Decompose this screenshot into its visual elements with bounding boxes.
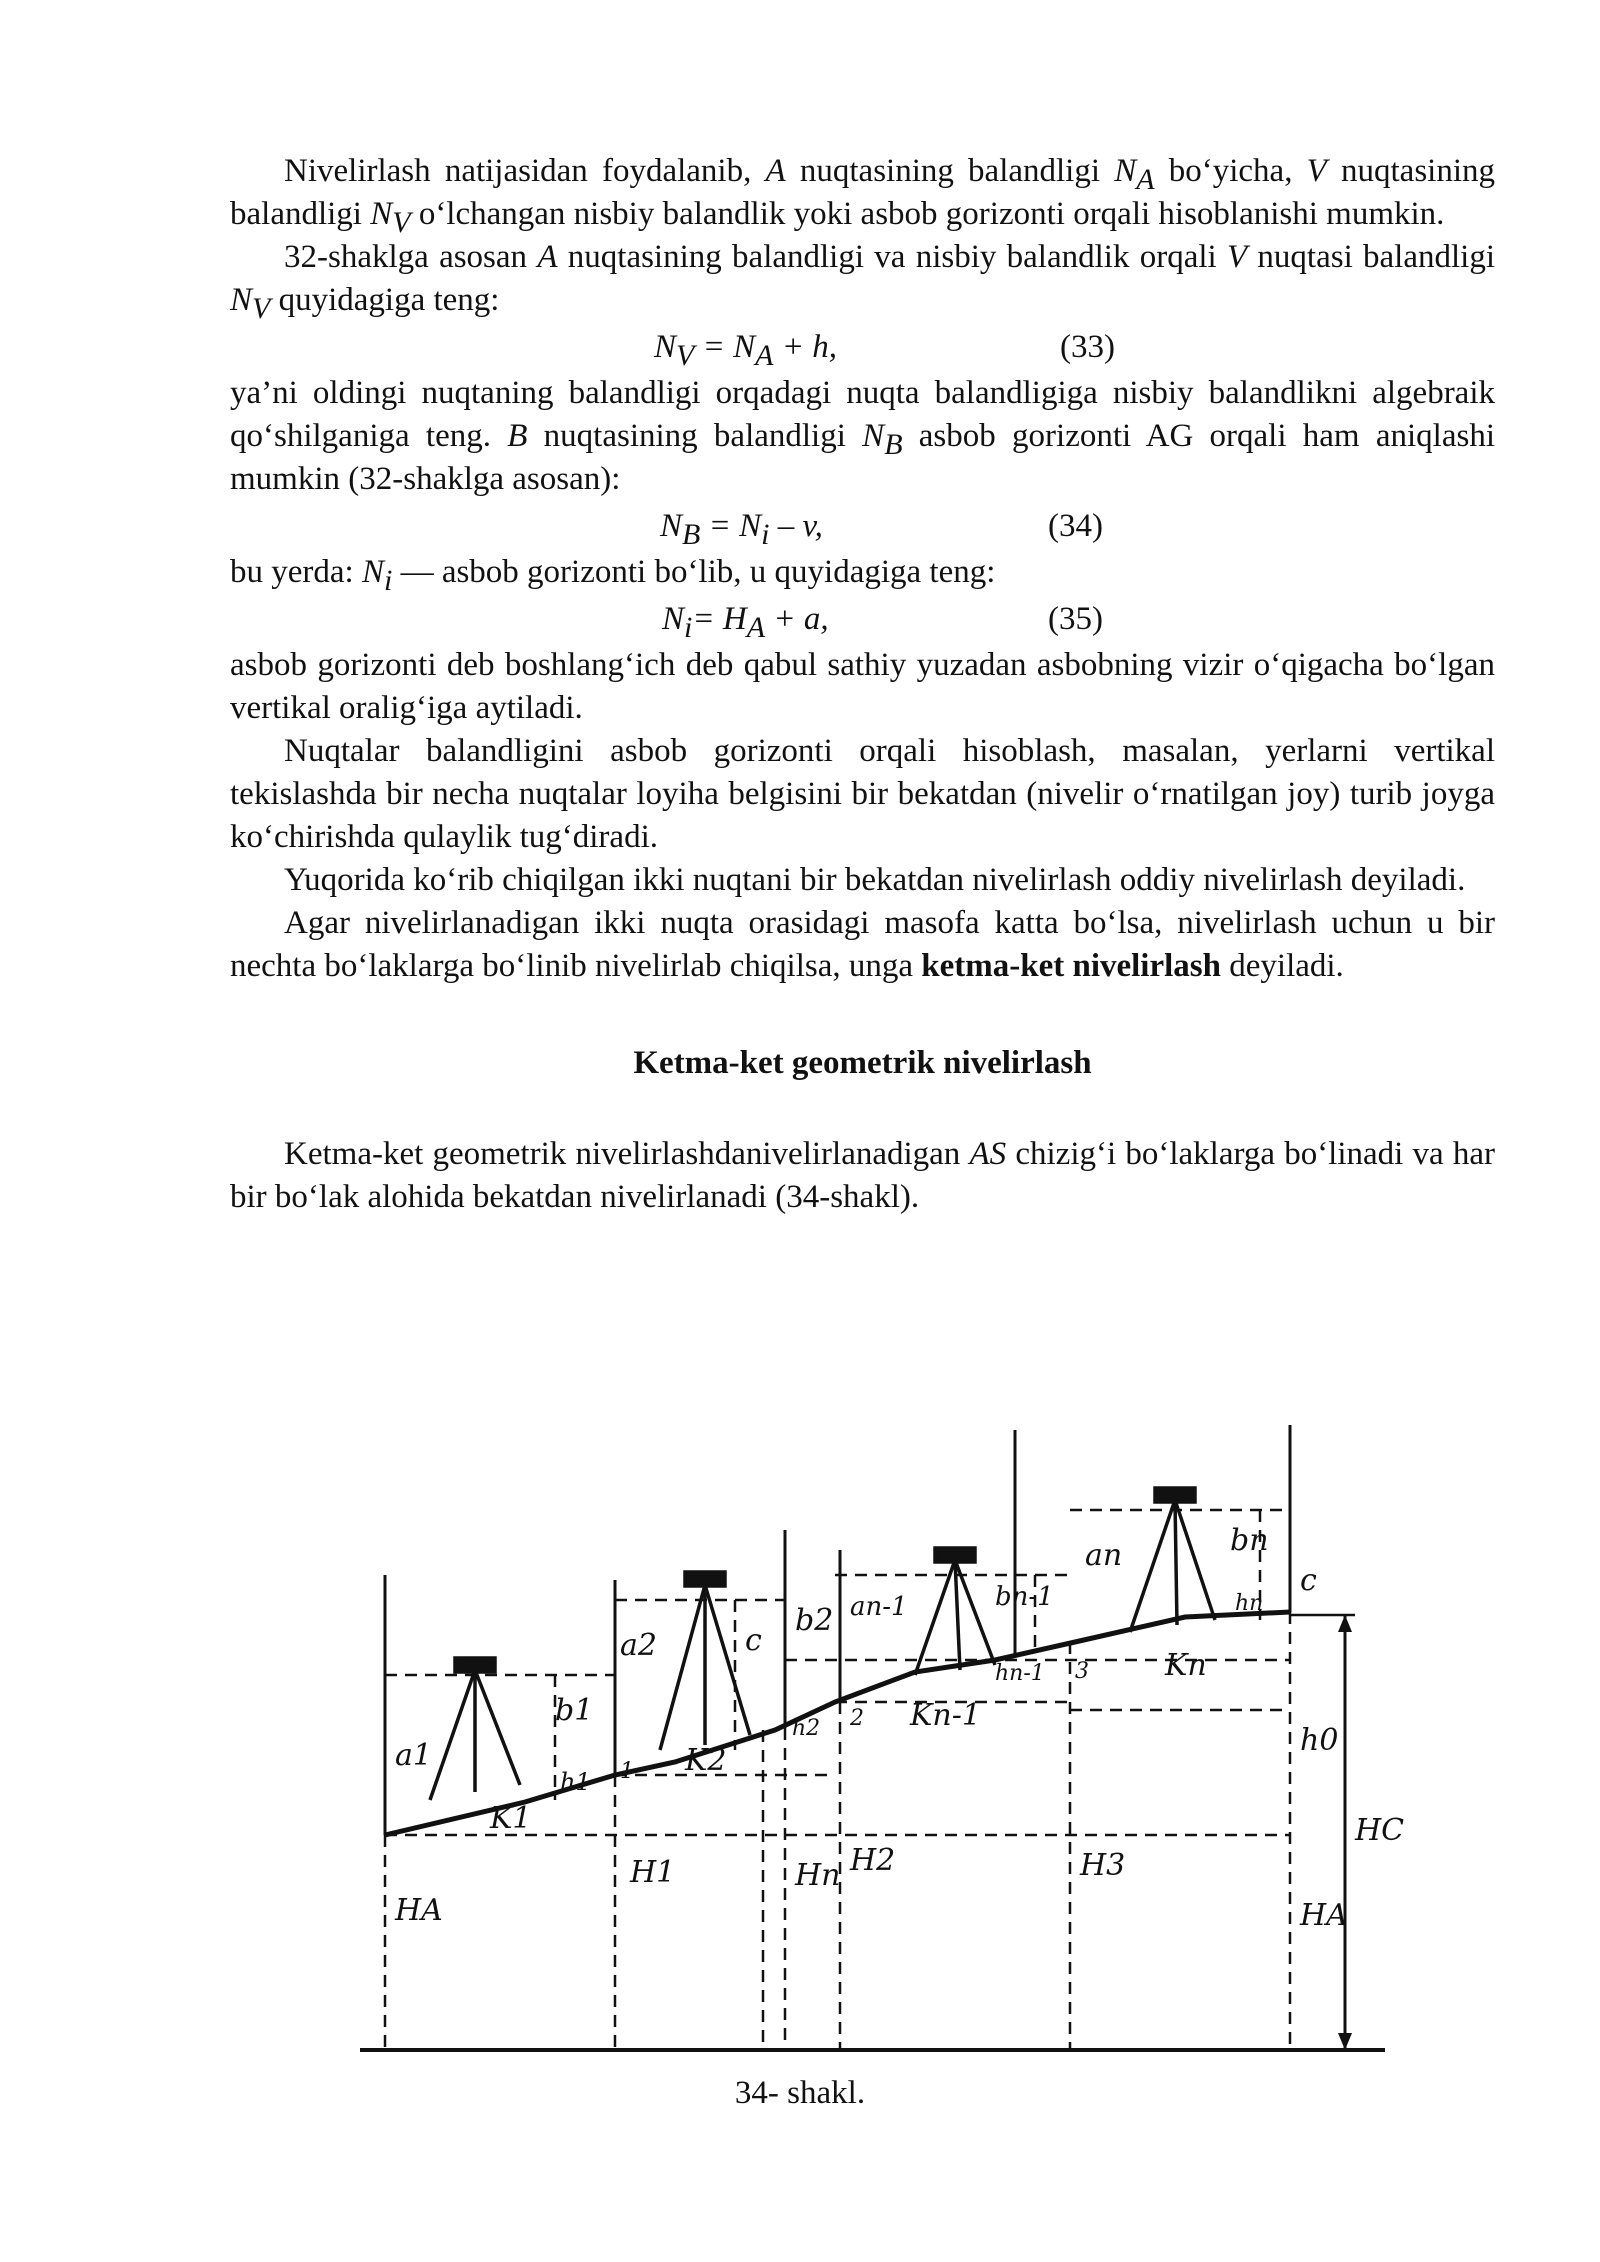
equation-number: (35) <box>1048 601 1103 637</box>
label-c-end: c <box>1300 1563 1317 1598</box>
label-h2: h2 <box>792 1716 821 1741</box>
label-bn-1: bn-1 <box>995 1582 1054 1612</box>
label-K1: K1 <box>490 1801 532 1836</box>
figure-caption: 34- shakl. <box>734 2075 866 2111</box>
paragraph-2: 32-shaklga asosan A nuqtasining balandligi va nisbiy balandlik orqali V nuqtasi balandligi NV quyidagiga teng: <box>230 239 1495 325</box>
label-c-mid: c <box>745 1623 762 1658</box>
label-hn-1: hn-1 <box>995 1661 1045 1686</box>
label-an: an <box>1085 1538 1123 1573</box>
paragraph-5: asbob gorizonti deb boshlang‘ich deb qabul sathiy yuzadan asbobning vizir o‘qigacha bo‘lgan vertikal oralig‘iga aytiladi. <box>230 647 1495 726</box>
equation-34: NB = Ni – v, (34) <box>230 501 1495 551</box>
label-H2: H2 <box>850 1843 896 1878</box>
label-Hn: Hn <box>795 1858 841 1893</box>
label-hn: hn <box>1235 1591 1264 1616</box>
equation-number: (34) <box>1048 508 1103 544</box>
document-page <box>230 150 1495 1219</box>
paragraph-1: Nivelirlash natijasidan foydalanib, A nuqtasining balandligi NA bo‘yicha, V nuqtasining balandligi NV o‘lchangan nisbiy balandlik yoki asbob gorizonti orqali hisoblanishi mumkin. <box>230 153 1495 239</box>
section-title: Ketma-ket geometrik nivelirlash <box>633 1045 1092 1081</box>
label-HC: HC <box>1355 1813 1405 1848</box>
label-b2: b2 <box>795 1603 834 1638</box>
label-b1: b1 <box>555 1693 594 1728</box>
label-HA-right: HA <box>1300 1898 1348 1933</box>
label-bn: bn <box>1230 1523 1269 1558</box>
label-point-3: 3 <box>1075 1659 1089 1684</box>
paragraph-7: Yuqorida ko‘rib chiqilgan ikki nuqtani bir bekatdan nivelirlash oddiy nivelirlash deyiladi. <box>284 862 1466 898</box>
equation-33: NV = NA + h, (33) <box>230 322 1495 372</box>
tripod-icon <box>915 1548 995 1675</box>
label-an-1: an-1 <box>850 1592 908 1622</box>
levelling-diagram <box>355 1420 1405 2060</box>
label-HA-left: HA <box>395 1893 443 1928</box>
tripod-icon <box>430 1658 520 1800</box>
paragraph-9: Ketma-ket geometrik nivelirlashdanivelirlanadigan AS chizig‘i bo‘laklarga bo‘linadi va har bir bo‘lak alohida bekatdan nivelirlanadi (34-shakl). <box>230 1136 1496 1215</box>
label-h0: h0 <box>1300 1723 1339 1758</box>
paragraph-3: ya’ni oldingi nuqtaning balandligi orqadagi nuqta balandligiga nisbiy balandlikni algebraik qo‘shilganiga teng. B nuqtasining balandligi NB asbob gorizonti AG orqali ham aniqlashi mumkin (32-shaklga asosan): <box>230 375 1496 497</box>
paragraph-4: bu yerda: Ni — asbob gorizonti bo‘lib, u quyidagiga teng: <box>230 554 996 597</box>
label-a2: a2 <box>620 1628 657 1663</box>
label-a1: a1 <box>395 1738 432 1773</box>
paragraph-6: Nuqtalar balandligini asbob gorizonti orqali hisoblash, masalan, yerlarni vertikal tekislashda bir necha nuqtalar loyiha belgisini bir bekatdan (nivelir o‘rnatilgan joy) turib joyga ko‘chirishda qulaylik tug‘diradi. <box>230 733 1495 855</box>
label-point-2: 2 <box>850 1706 864 1731</box>
label-K2: K2 <box>685 1743 727 1778</box>
label-H3: H3 <box>1080 1848 1126 1883</box>
equation-number: (33) <box>1060 329 1115 365</box>
paragraph-8: Agar nivelirlanadigan ikki nuqta orasidagi masofa katta bo‘lsa, nivelirlash uchun u bir nechta bo‘laklarga bo‘linib nivelirlab chiqilsa, unga ketma-ket nivelirlash deyiladi. <box>230 905 1495 984</box>
label-H1: H1 <box>630 1855 676 1890</box>
tripod-icon <box>660 1572 750 1750</box>
equation-35: Ni= HA + a, (35) <box>230 594 1495 644</box>
label-point-1: 1 <box>620 1759 634 1784</box>
label-Kn: Kn <box>1165 1648 1207 1683</box>
label-Kn-1: Kn-1 <box>910 1698 981 1733</box>
tripod-icon <box>1130 1488 1215 1632</box>
label-h1: h1 <box>560 1768 591 1796</box>
